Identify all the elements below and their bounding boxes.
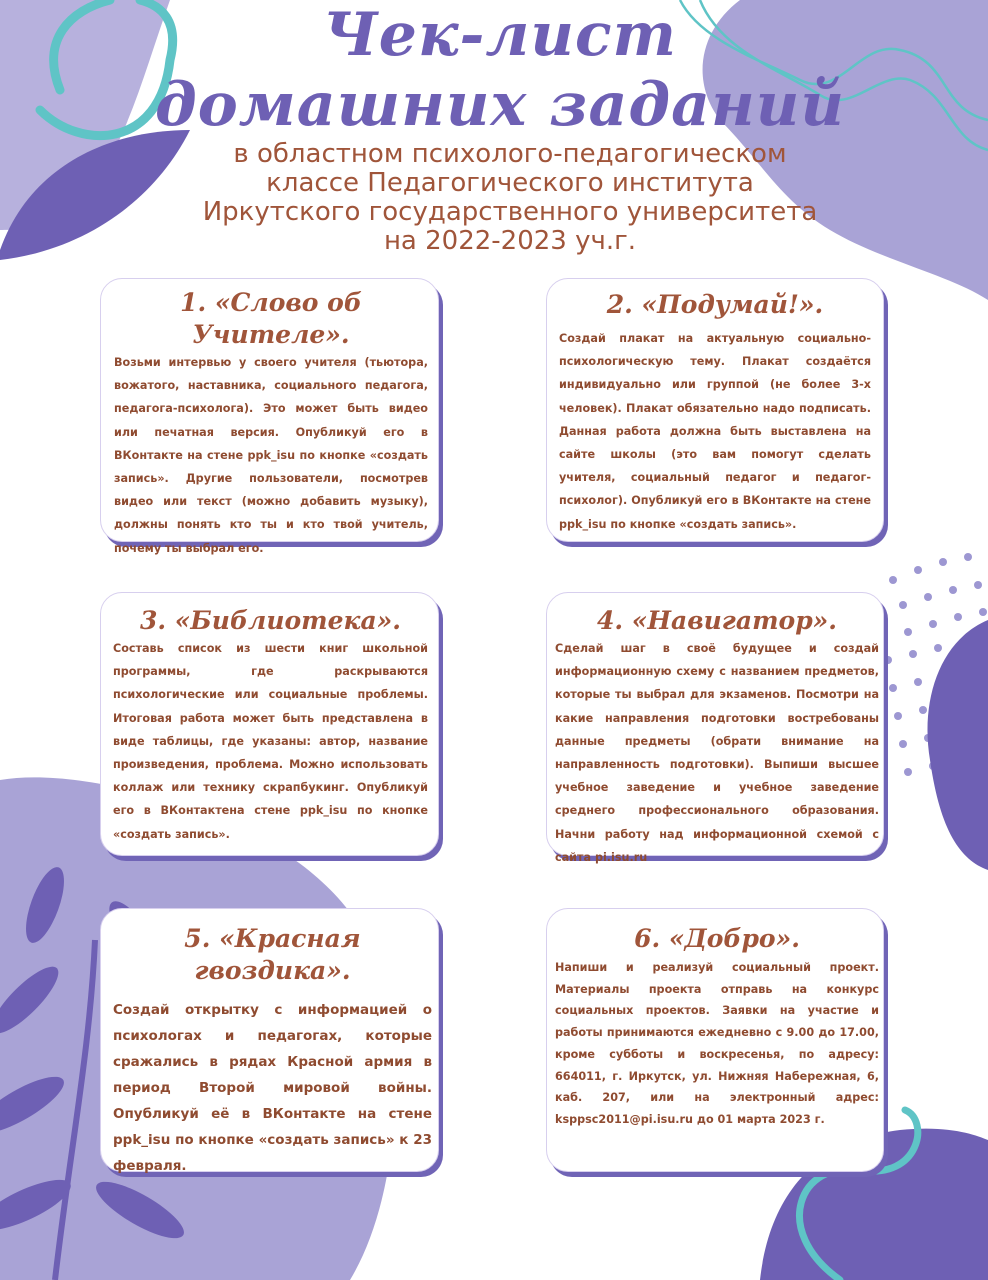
task-card-5 xyxy=(100,908,439,1172)
task-title: 5. «Красная гвоздика». xyxy=(184,924,361,985)
task-title: 4. «Навигатор». xyxy=(596,606,838,635)
task-title: 3. «Библиотека». xyxy=(140,606,401,635)
right-purple-blob xyxy=(927,620,988,870)
task-description: Напиши и реализуй социальный проект. Материалы проекта отправь на конкурс социальных проектов. Заявки на участие и работы принимаются ежедневно с 9.00 до 17.00, кроме субботы и воскресенья, по адресу: 664011, г. Иркутск, ул. Нижняя Набережная, 6, каб. 207, или на электронный адрес: ksppsc2011@pi.isu.ru до 01 марта 2023 г. xyxy=(555,961,879,1126)
task-card-3 xyxy=(100,592,439,856)
task-description: Возьми интервью у своего учителя (тьютора, вожатого, наставника, социального педагога, педагога-психолога). Это может быть видео или печатная версия. Опубликуй его в ВКонтакте на стене ppk_isu по кнопке «создать запись». Другие пользователи, посмотрев видео или текст (можно добавить музыку), должны понять кто ты и кто твой учитель, почему ты выбрал его. xyxy=(114,356,428,555)
task-description: Составь список из шести книг школьной программы, где раскрываются психологические или социальные проблемы. Итоговая работа может быть представлена в виде таблицы, где указаны: автор, название произведения, проблема. Можно использовать коллаж или технику скрапбукинг. Опубликуй его в ВКонтактена стене ppk_isu по кнопке «создать запись». xyxy=(113,642,428,841)
task-title: 1. «Слово об Учителе». xyxy=(180,288,362,349)
page-subtitle: в областном психолого-педагогическом классе Педагогического института Иркутского государственного университета на 2022-2023 уч.г. xyxy=(202,139,818,256)
page-title: Чек-лист домашних заданий xyxy=(155,0,845,140)
task-card-1 xyxy=(100,278,439,555)
task-description: Сделай шаг в своё будущее и создай информационную схему с названием предметов, которые ты выбрал для экзаменов. Посмотри на какие направления подготовки востребованы данные предметы (обрати внимание на направленность подготовки). Выпиши высшее учебное заведение и учебное заведение среднего профессионального образования. Начни работу над информационной схемой с сайта pi.isu.ru xyxy=(555,642,879,864)
task-card-4 xyxy=(546,592,884,864)
task-description: Создай открытку с информацией о психологах и педагогах, которые сражались в рядах Красной армия в период Второй мировой войны. Опубликуй её в ВКонтакте на стене ppk_isu по кнопке «создать запись» к 23 февраля. xyxy=(113,1002,432,1174)
task-card-2 xyxy=(546,278,884,542)
task-title: 6. «Добро». xyxy=(634,924,800,953)
task-description: Создай плакат на актуальную социально-психологическую тему. Плакат создаётся индивидуально или группой (не более 3-х человек). Плакат обязательно надо подписать. Данная работа должна быть выставлена на сайте школы (это вам помогут сделать учителя, социальный педагог и педагог-психолог). Опубликуй его в ВКонтакте на стене ppk_isu по кнопке «создать запись». xyxy=(559,332,871,531)
task-title: 2. «Подумай!». xyxy=(606,290,824,319)
task-card-6 xyxy=(546,908,884,1172)
